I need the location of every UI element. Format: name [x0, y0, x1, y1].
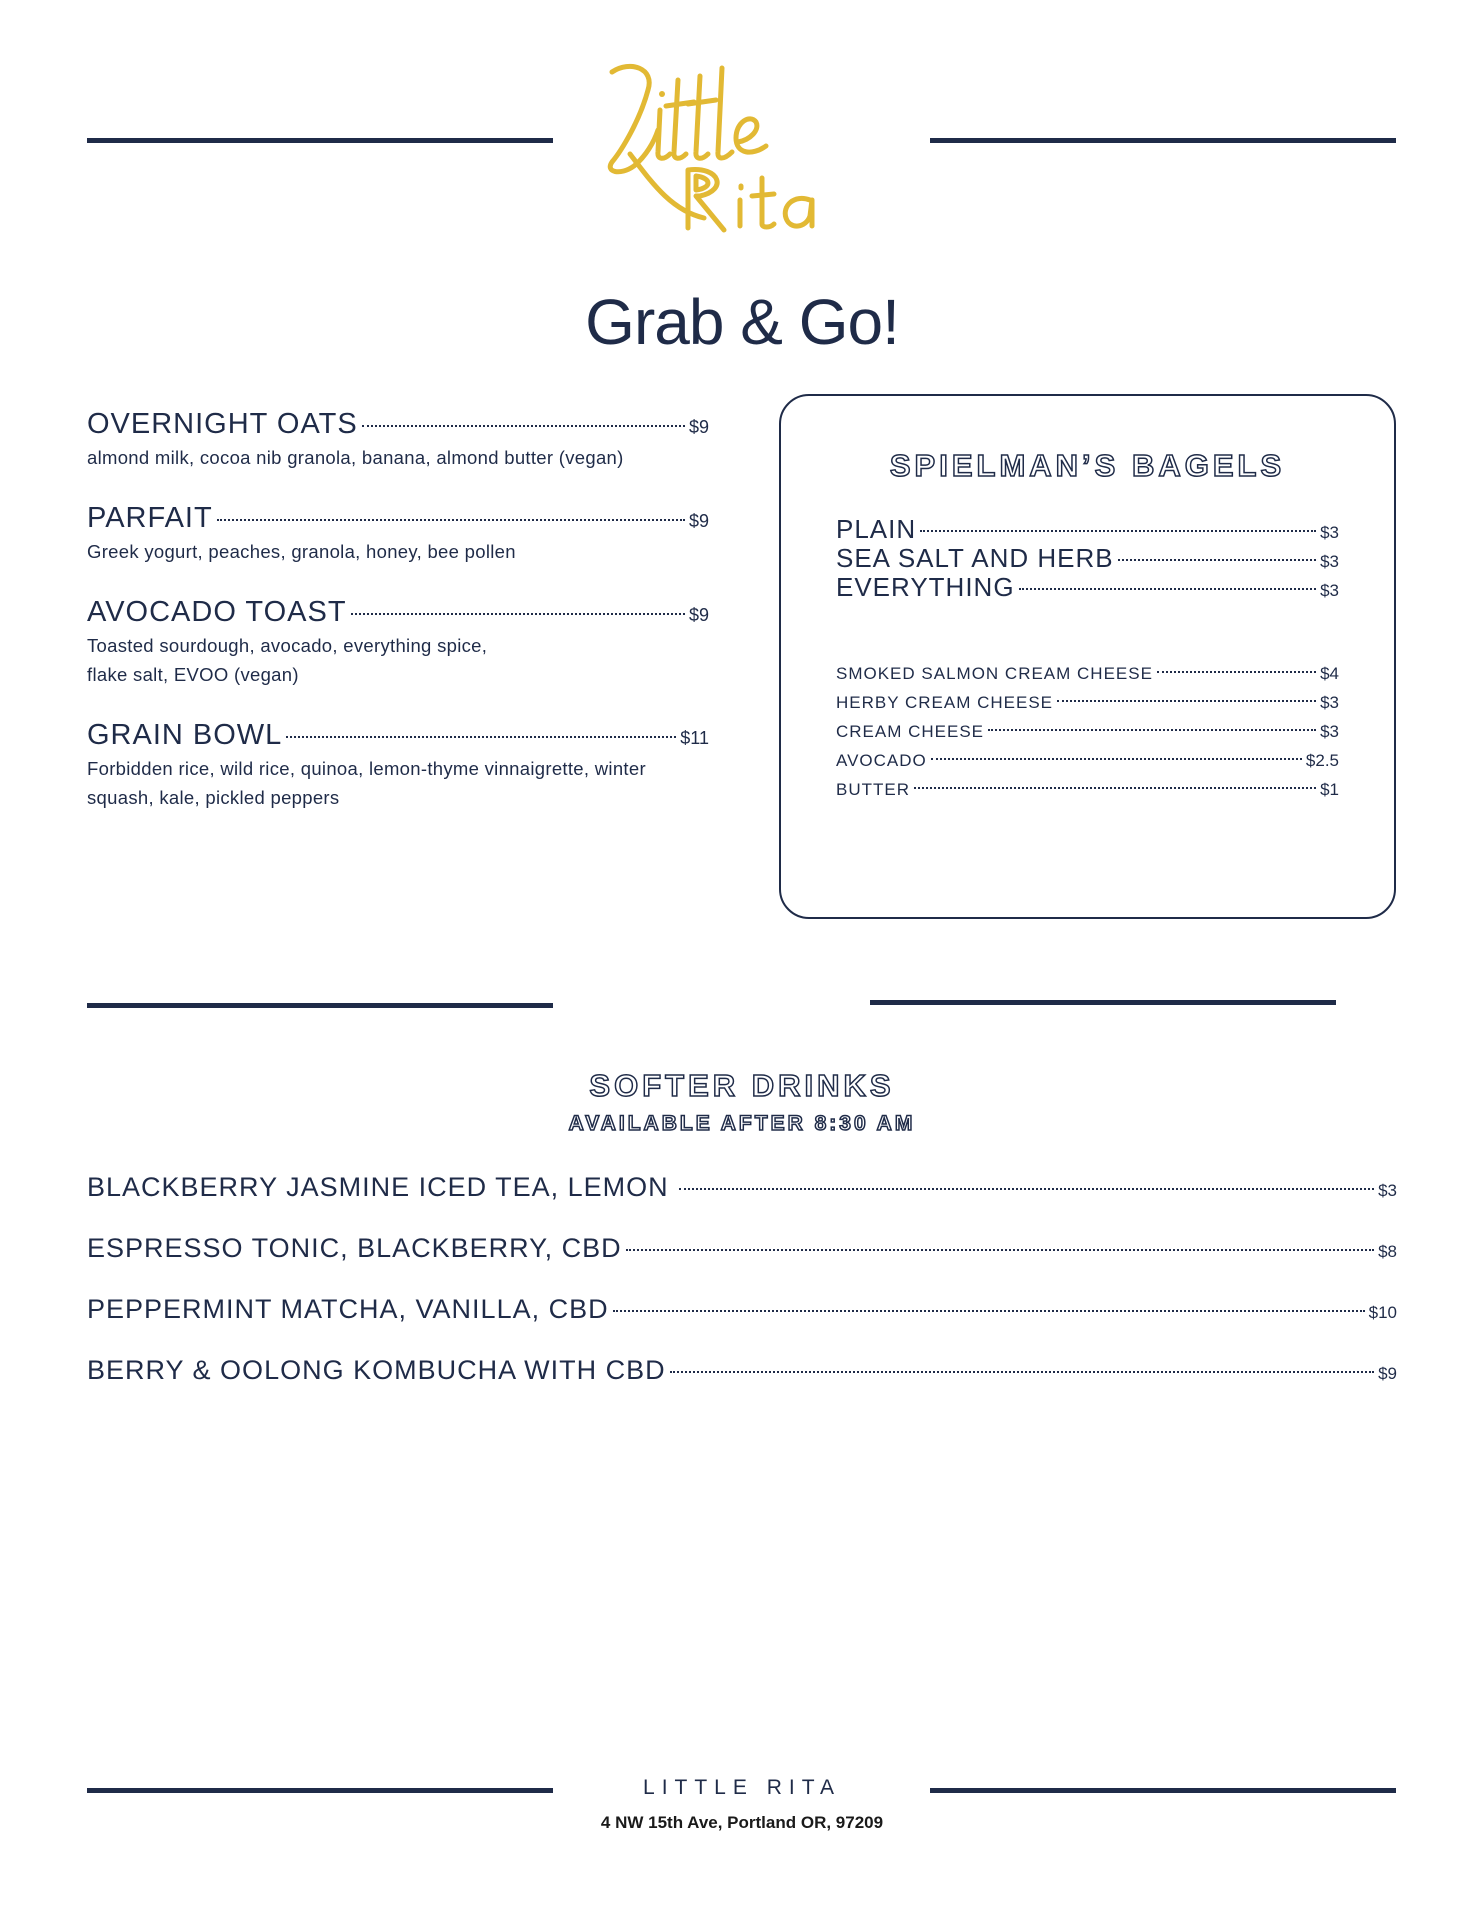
item-name: AVOCADO TOAST	[87, 596, 347, 628]
bagel-name: SEA SALT AND HERB	[836, 543, 1114, 573]
menu-item	[87, 408, 709, 472]
drink-name: BLACKBERRY JASMINE ICED TEA, LEMON	[87, 1172, 669, 1202]
item-price: $9	[688, 417, 709, 437]
spread-name: BUTTER	[836, 780, 910, 799]
item-name: OVERNIGHT OATS	[87, 408, 358, 440]
section-rule-left	[87, 1003, 553, 1008]
drink-price: $3	[1378, 1181, 1397, 1200]
spread-price: $2.5	[1305, 751, 1339, 770]
bagel-name: PLAIN	[836, 514, 917, 544]
bagel-item	[836, 572, 1339, 601]
bagels-heading: SPIELMAN’S BAGELS	[889, 448, 1286, 483]
item-description: Greek yogurt, peaches, granola, honey, bee pollen	[87, 541, 516, 562]
dot-leader	[286, 736, 676, 738]
dot-leader	[1118, 559, 1316, 561]
header-rule-right	[930, 138, 1396, 143]
dot-leader	[351, 613, 685, 615]
item-description: flake salt, EVOO (vegan)	[87, 664, 299, 685]
dot-leader	[1157, 671, 1316, 673]
drinks-heading: SOFTER DRINKS	[589, 1068, 895, 1103]
bagel-price: $3	[1320, 552, 1339, 571]
dot-leader	[914, 787, 1316, 789]
spreads-list	[836, 664, 1339, 809]
spread-price: $1	[1320, 780, 1339, 799]
dot-leader	[1019, 588, 1317, 590]
drink-name: ESPRESSO TONIC, BLACKBERRY, CBD	[87, 1233, 622, 1263]
item-name: GRAIN BOWL	[87, 719, 283, 751]
spread-name: CREAM CHEESE	[836, 722, 985, 741]
spread-name: SMOKED SALMON CREAM CHEESE	[836, 664, 1153, 683]
bagel-item	[836, 514, 1339, 543]
dot-leader	[931, 758, 1302, 760]
item-price: $11	[680, 728, 709, 748]
spread-price: $4	[1320, 664, 1339, 683]
dot-leader	[217, 519, 685, 521]
spread-price: $3	[1320, 722, 1339, 741]
dot-leader	[1057, 700, 1316, 702]
dot-leader	[613, 1310, 1365, 1312]
drink-price: $8	[1378, 1242, 1397, 1261]
item-description: squash, kale, pickled peppers	[87, 787, 340, 808]
item-description: Toasted sourdough, avocado, everything spice,	[87, 635, 488, 656]
grab-and-go-list	[87, 408, 709, 842]
bagel-types-list	[836, 514, 1339, 601]
drinks-subheading: AVAILABLE AFTER 8:30 AM	[568, 1112, 916, 1135]
item-name: PARFAIT	[87, 502, 213, 534]
drink-price: $9	[1378, 1364, 1397, 1383]
drink-item	[87, 1355, 1397, 1416]
dot-leader	[362, 425, 685, 427]
drinks-list	[87, 1172, 1397, 1416]
dot-leader	[920, 530, 1316, 532]
spread-name: HERBY CREAM CHEESE	[836, 693, 1054, 712]
drink-item	[87, 1233, 1397, 1294]
drink-price: $10	[1368, 1303, 1397, 1322]
spread-item	[836, 664, 1339, 693]
item-description: Forbidden rice, wild rice, quinoa, lemon-thyme vinnaigrette, winter	[87, 758, 646, 779]
spread-item	[836, 693, 1339, 722]
bagel-item	[836, 543, 1339, 572]
page-title: Grab & Go!	[585, 286, 899, 358]
spread-name: AVOCADO	[836, 751, 927, 770]
footer-restaurant-name: LITTLE RITA	[643, 1776, 841, 1799]
dot-leader	[670, 1371, 1374, 1373]
menu-item	[87, 502, 709, 566]
item-price: $9	[688, 605, 709, 625]
drink-item	[87, 1172, 1397, 1233]
dot-leader	[679, 1188, 1374, 1190]
spread-item	[836, 722, 1339, 751]
section-rule-right	[870, 1000, 1336, 1005]
menu-item	[87, 719, 709, 812]
footer-address: 4 NW 15th Ave, Portland OR, 97209	[600, 1813, 884, 1832]
bagel-price: $3	[1320, 581, 1339, 600]
drink-name: BERRY & OOLONG KOMBUCHA WITH CBD	[87, 1355, 666, 1385]
item-description: almond milk, cocoa nib granola, banana, almond butter (vegan)	[87, 447, 624, 468]
drink-item	[87, 1294, 1397, 1355]
spread-item	[836, 780, 1339, 809]
drink-name: PEPPERMINT MATCHA, VANILLA, CBD	[87, 1294, 609, 1324]
little-rita-logo	[600, 50, 880, 240]
header-rule-left	[87, 138, 553, 143]
bagel-name: EVERYTHING	[836, 572, 1015, 602]
menu-item	[87, 596, 709, 689]
dot-leader	[988, 729, 1316, 731]
dot-leader	[626, 1249, 1374, 1251]
spread-price: $3	[1320, 693, 1339, 712]
bagels-panel	[779, 394, 1396, 919]
item-price: $9	[688, 511, 709, 531]
bagel-price: $3	[1320, 523, 1339, 542]
spread-item	[836, 751, 1339, 780]
